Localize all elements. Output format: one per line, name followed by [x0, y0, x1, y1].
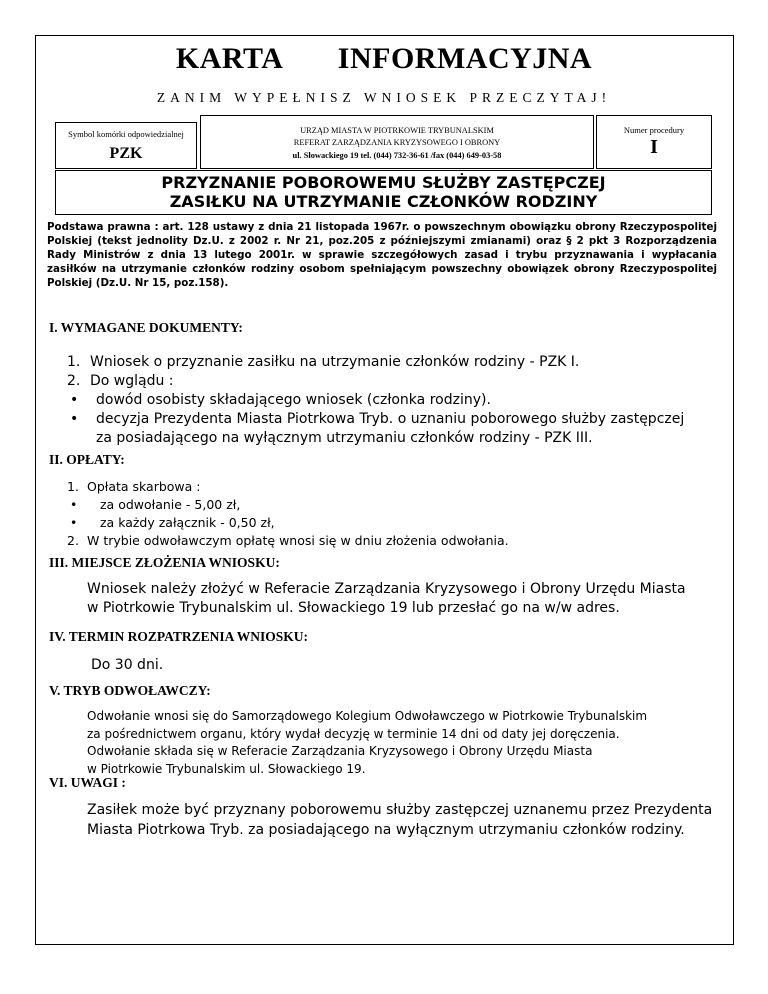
procedure-title-line1: PRZYZNANIE POBOROWEMU SŁUŻBY ZASTĘPCZEJ — [161, 173, 606, 192]
section6-heading: VI. UWAGI : — [49, 775, 126, 790]
section3-line1: Wniosek należy złożyć w Referacie Zarządzania Kryzysowego i Obrony Urzędu Miasta — [87, 581, 686, 597]
section1-item2-number: 2. — [67, 373, 81, 389]
bullet-icon: • — [70, 411, 79, 427]
bullet-icon: • — [70, 497, 78, 512]
responsible-unit-caption: Symbol komórki odpowiedzialnej — [68, 129, 184, 139]
procedure-title-line2: ZASIŁKU NA UTRZYMANIE CZŁONKÓW RODZINY — [169, 192, 598, 211]
section1-bullet2-line1: decyzja Prezydenta Miasta Piotrkowa Tryb. o uznaniu poborowego służby zastępczej — [96, 411, 685, 427]
section2-bullet2: za każdy załącznik - 0,50 zł, — [100, 515, 275, 530]
section2-item2-number: 2. — [67, 533, 79, 548]
section5-line2: za pośrednictwem organu, który wydał decyzję w terminie 14 dni od daty jej doręczenia. — [87, 727, 620, 741]
section5-line1: Odwołanie wnosi się do Samorządowego Kolegium Odwoławczego w Piotrkowie Trybunalskim — [87, 709, 648, 723]
section1-item2: Do wglądu : — [90, 373, 174, 389]
procedure-number-caption: Numer procedury — [623, 125, 685, 135]
procedure-title-box — [55, 170, 712, 215]
section1-item1: Wniosek o przyznanie zasiłku na utrzymanie członków rodziny - PZK I. — [90, 354, 580, 370]
section6-line1: Zasiłek może być przyznany poborowemu służby zastępczej uznanemu przez Prezydenta — [87, 802, 713, 818]
office-department: REFERAT ZARZĄDZANIA KRYZYSOWEGO I OBRONY — [293, 138, 501, 147]
section4-line1: Do 30 dni. — [91, 657, 164, 673]
section3-line2: w Piotrkowie Trybunalskim ul. Słowackiego 19 lub przesłać go na w/w adres. — [87, 600, 620, 616]
section5-line3: Odwołanie składa się w Referacie Zarządzania Kryzysowego i Obrony Urzędu Miasta — [87, 744, 593, 758]
section2-item2: W trybie odwoławczym opłatę wnosi się w dniu złożenia odwołania. — [87, 533, 509, 548]
section1-item1-number: 1. — [67, 354, 81, 370]
bullet-icon: • — [70, 515, 78, 530]
section5-line4: w Piotrkowie Trybunalskim ul. Słowackiego 19. — [87, 762, 366, 776]
section2-item1: Opłata skarbowa : — [87, 479, 201, 494]
office-info-box — [200, 115, 594, 169]
section5-heading: V. TRYB ODWOŁAWCZY: — [49, 683, 211, 698]
procedure-number-box — [596, 115, 712, 169]
section1-bullet1: dowód osobisty składającego wniosek (członka rodziny). — [96, 392, 491, 408]
section2-item1-number: 1. — [67, 479, 79, 494]
document-title: KARTA INFORMACYJNA — [175, 42, 593, 75]
section4-heading: IV. TERMIN ROZPATRZENIA WNIOSKU: — [49, 629, 309, 644]
responsible-unit-box — [55, 122, 197, 169]
legal-basis: Podstawa prawna : art. 128 ustawy z dnia 21 listopada 1967r. o powszechnym obowiązku obrony Rzeczypospolitej Polskiej (tekst jednolity Dz.U. z 2002 r. Nr 21, poz.205 z późniejszymi zmianami) oraz § 2 pkt 3 Rozporządzenia Rady Ministrów z dnia 13 lutego 2001r. w sprawie szczegółowych zasad i trybu przyznawania i wypłacania zasiłków na utrzymanie członków rodziny osobom spełniającym powszechny obowiązek obrony Rzeczypospolitej Polskiej (Dz.U. Nr 15, poz.158). — [47, 221, 717, 289]
office-address: ul. Słowackiego 19 tel. (044) 732-36-61 /fax (044) 649-03-58 — [292, 151, 502, 160]
section1-bullet2-line2: za posiadającego na wyłącznym utrzymaniu członków rodziny - PZK III. — [96, 430, 593, 446]
section2-heading: II. OPŁATY: — [49, 452, 125, 467]
document-subtitle: ZANIM WYPEŁNISZ WNIOSEK PRZECZYTAJ! — [156, 90, 612, 105]
section6-line2: Miasta Piotrkowa Tryb. za posiadającego na wyłącznym utrzymaniu członków rodziny. — [87, 822, 685, 838]
responsible-unit-code: PZK — [109, 145, 143, 162]
section3-heading: III. MIEJSCE ZŁOŻENIA WNIOSKU: — [49, 555, 280, 570]
section1-heading: I. WYMAGANE DOKUMENTY: — [49, 320, 243, 335]
office-name: URZĄD MIASTA W PIOTRKOWIE TRYBUNALSKIM — [300, 126, 494, 135]
procedure-number: I — [650, 136, 658, 158]
bullet-icon: • — [70, 392, 79, 408]
section2-bullet1: za odwołanie - 5,00 zł, — [100, 497, 241, 512]
